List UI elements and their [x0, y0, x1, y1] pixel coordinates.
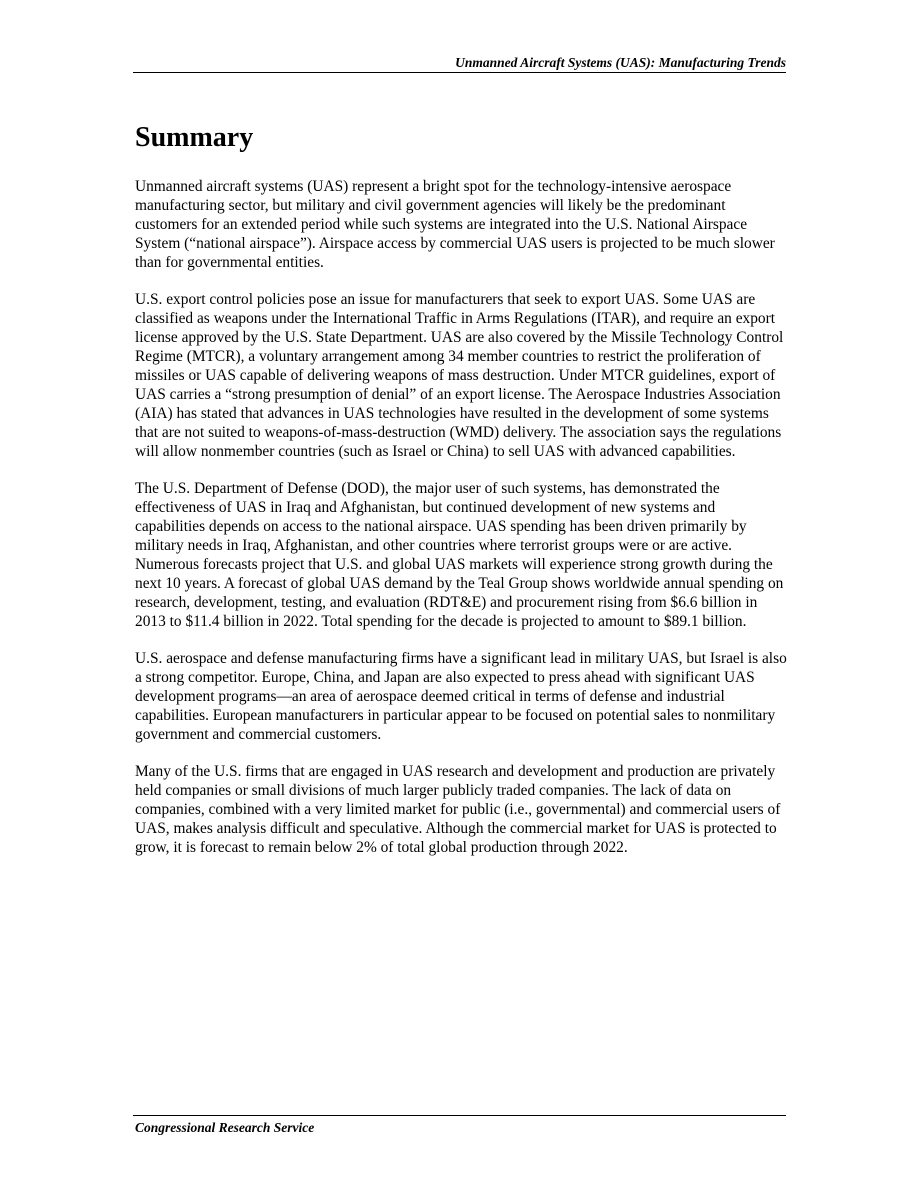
page-title: Summary: [135, 122, 254, 153]
paragraph: Unmanned aircraft systems (UAS) represent a bright spot for the technology-intensive aerospace manufacturing sector, but military and civil government agencies will likely be the predominant customers for an extended period while such systems are integrated into the U.S. National Airspace System (“national airspace”). Airspace access by commercial UAS users is projected to be much slower than for governmental entities.: [135, 178, 775, 271]
summary-body: [135, 177, 787, 875]
paragraph: U.S. aerospace and defense manufacturing firms have a significant lead in military UAS, but Israel is also a strong competitor. Europe, China, and Japan are also expected to press ahead with significant UAS development programs—an area of aerospace deemed critical in terms of defense and industrial capabilities. European manufacturers in particular appear to be focused on potential sales to nonmilitary government and commercial customers.: [135, 650, 787, 743]
running-header: Unmanned Aircraft Systems (UAS): Manufacturing Trends: [455, 55, 786, 70]
paragraph: The U.S. Department of Defense (DOD), the major user of such systems, has demonstrated the effectiveness of UAS in Iraq and Afghanistan, but continued development of new systems and capabilities depends on access to the national airspace. UAS spending has been driven primarily by military needs in Iraq, Afghanistan, and other countries where terrorist groups were or are active. Numerous forecasts project that U.S. and global UAS markets will experience strong growth during the next 10 years. A forecast of global UAS demand by the Teal Group shows worldwide annual spending on research, development, testing, and evaluation (RDT&E) and procurement rising from $6.6 billion in 2013 to $11.4 billion in 2022. Total spending for the decade is projected to amount to $89.1 billion.: [135, 480, 784, 630]
header-divider: [133, 72, 786, 73]
paragraph: U.S. export control policies pose an issue for manufacturers that seek to export UAS. Some UAS are classified as weapons under the International Traffic in Arms Regulations (ITAR), and require an export license approved by the U.S. State Department. UAS are also covered by the Missile Technology Control Regime (MTCR), a voluntary arrangement among 34 member countries to restrict the proliferation of missiles or UAS capable of delivering weapons of mass destruction. Under MTCR guidelines, export of UAS carries a “strong presumption of denial” of an export license. The Aerospace Industries Association (AIA) has stated that advances in UAS technologies have resulted in the development of some systems that are not suited to weapons-of-mass-destruction (WMD) delivery. The association says the regulations will allow nonmember countries (such as Israel or China) to sell UAS with advanced capabilities.: [135, 291, 784, 460]
paragraph: Many of the U.S. firms that are engaged in UAS research and development and production are privately held companies or small divisions of much larger publicly traded companies. The lack of data on companies, combined with a very limited market for public (i.e., governmental) and commercial users of UAS, makes analysis difficult and speculative. Although the commercial market for UAS is protected to grow, it is forecast to remain below 2% of total global production through 2022.: [135, 763, 781, 856]
footer-divider: [133, 1115, 786, 1116]
running-footer: Congressional Research Service: [135, 1120, 315, 1135]
